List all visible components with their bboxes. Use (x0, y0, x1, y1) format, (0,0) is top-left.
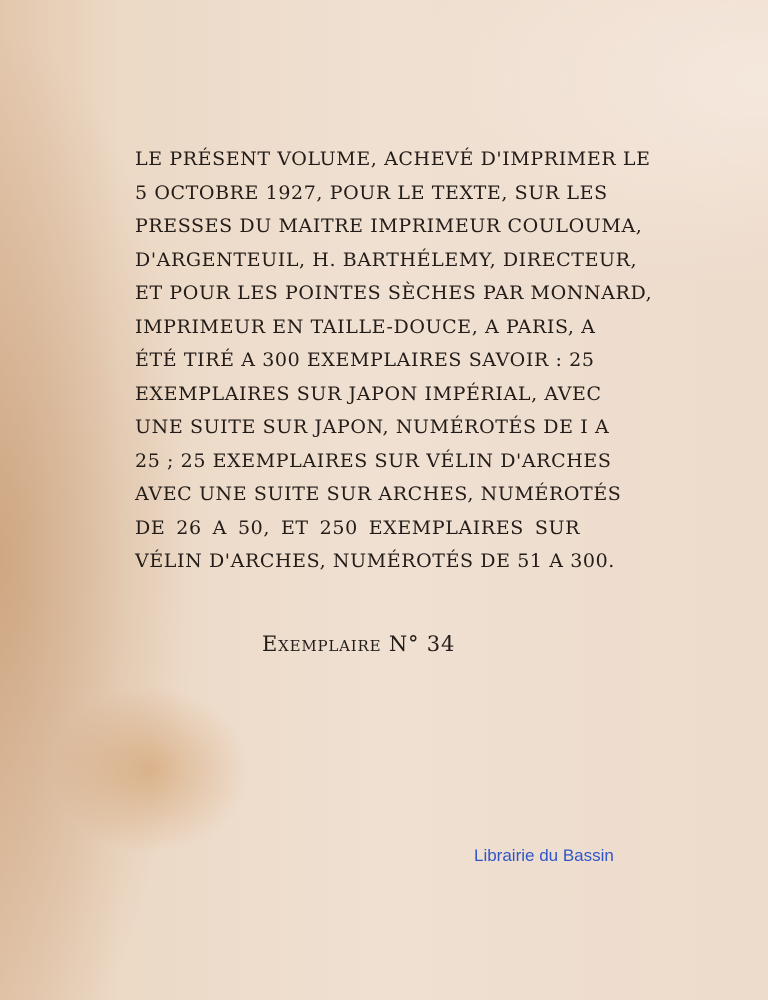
copy-number: Exemplaire N° 34 (262, 632, 456, 656)
colophon-line: D'ARGENTEUIL, H. BARTHÉLEMY, DIRECTEUR, (135, 248, 638, 271)
colophon-line: ÉTÉ TIRÉ A 300 EXEMPLAIRES SAVOIR : 25 (135, 349, 595, 371)
colophon-line: PRESSES DU MAITRE IMPRIMEUR COULOUMA, (135, 215, 643, 237)
colophon-line: 5 OCTOBRE 1927, POUR LE TEXTE, SUR LES (135, 181, 608, 204)
colophon-line: VÉLIN D'ARCHES, NUMÉROTÉS DE 51 A 300. (135, 550, 615, 572)
colophon-line: 25 ; 25 EXEMPLAIRES SUR VÉLIN D'ARCHES (135, 449, 612, 472)
colophon-line: DE 26 A 50, ET 250 EXEMPLAIRES SUR (135, 516, 580, 539)
colophon-line: LE PRÉSENT VOLUME, ACHEVÉ D'IMPRIMER LE (135, 148, 651, 170)
bookseller-watermark: Librairie du Bassin (474, 846, 614, 865)
colophon-line: AVEC UNE SUITE SUR ARCHES, NUMÉROTÉS (135, 483, 622, 505)
colophon-line: UNE SUITE SUR JAPON, NUMÉROTÉS DE I A (135, 416, 610, 438)
colophon-line: EXEMPLAIRES SUR JAPON IMPÉRIAL, AVEC (135, 382, 602, 405)
colophon-line: ET POUR LES POINTES SÈCHES PAR MONNARD, (135, 282, 653, 304)
colophon-line: IMPRIMEUR EN TAILLE-DOUCE, A PARIS, A (135, 315, 596, 338)
colophon-text (135, 143, 653, 579)
